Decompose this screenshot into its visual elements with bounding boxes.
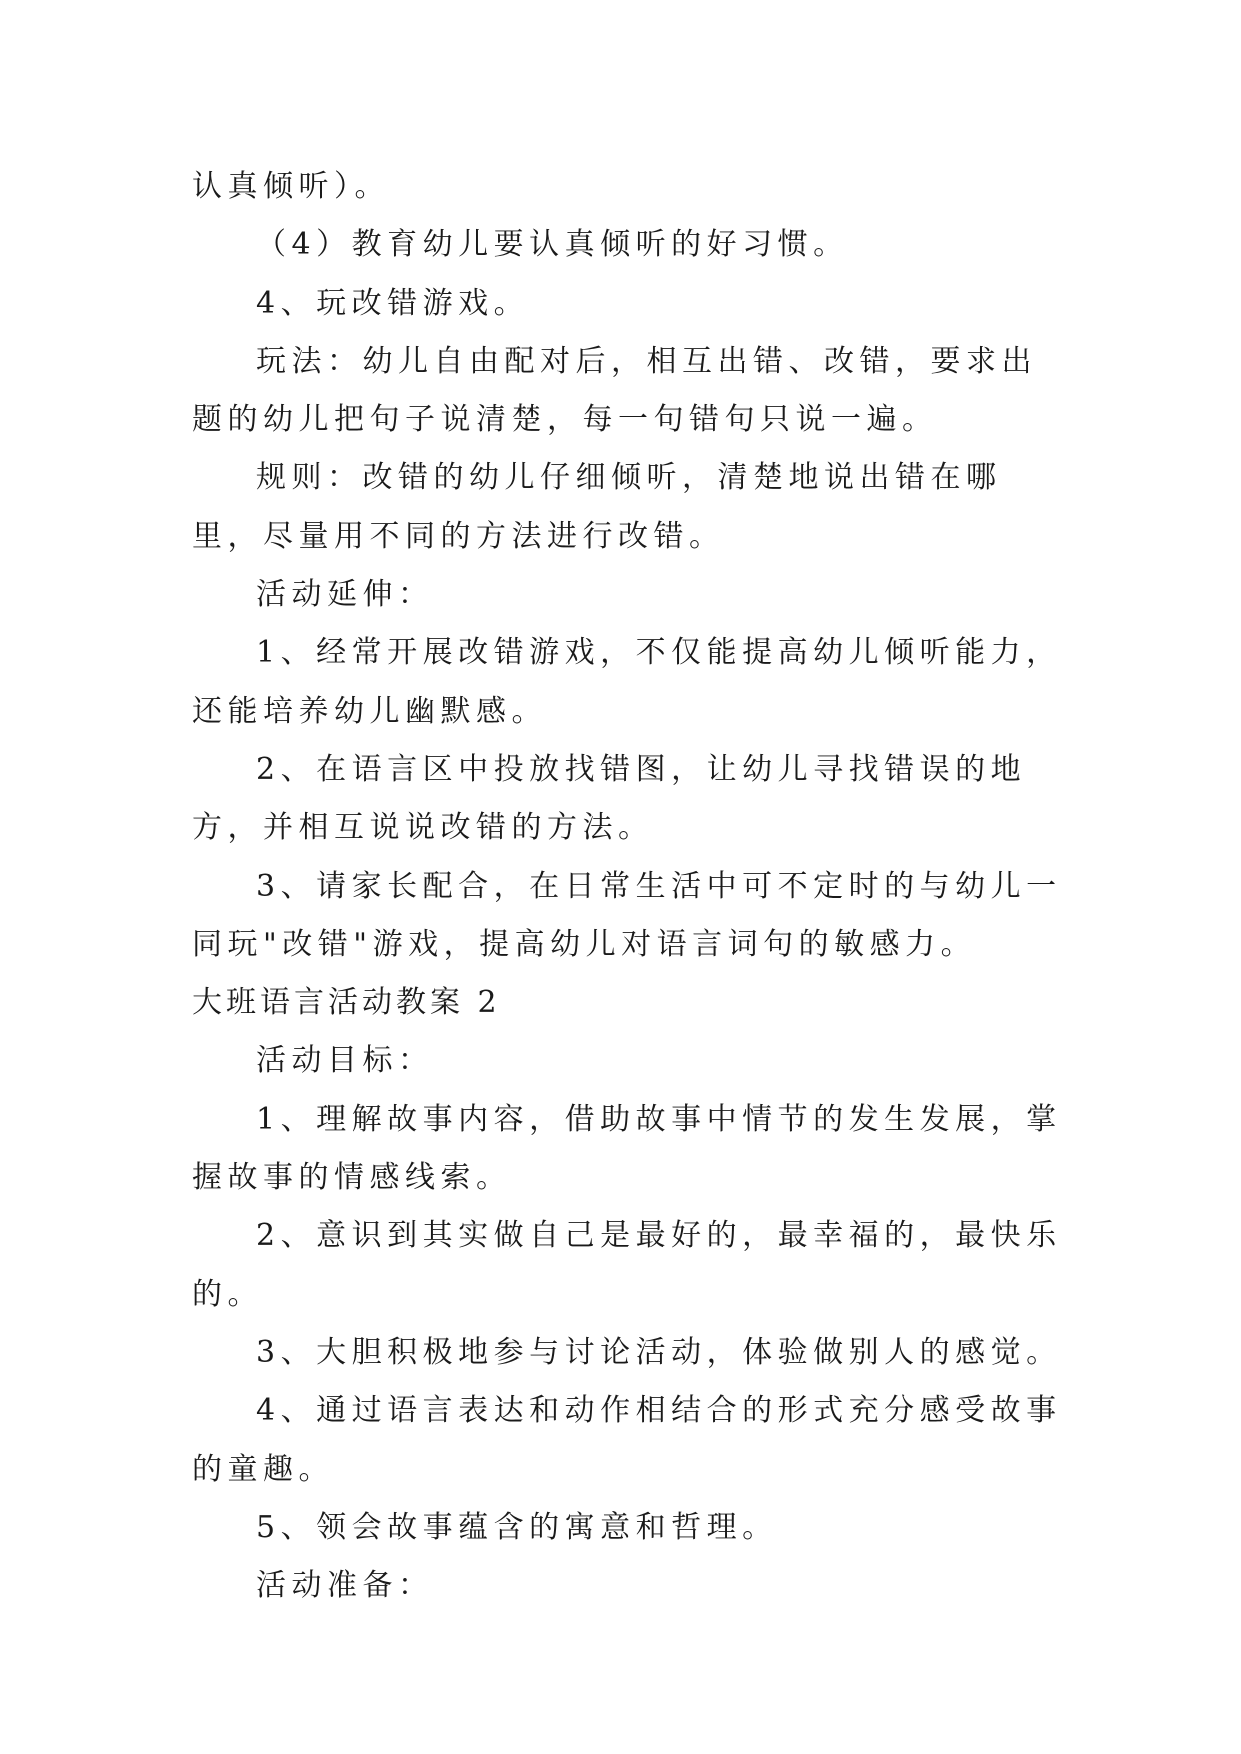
paragraph: 玩法：幼儿自由配对后，相互出错、改错，要求出题的幼儿把句子说清楚，每一句错句只说一遍。 [192, 343, 1037, 438]
paragraph: （4）教育幼儿要认真倾听的好习惯。 [256, 227, 849, 263]
section-title: 大班语言活动教案 2 [192, 985, 501, 1021]
paragraph: 活动准备： [256, 1568, 434, 1604]
paragraph: 认真倾听）。 [192, 169, 390, 204]
paragraph: 2、在语言区中投放找错图，让幼儿寻找错误的地方，并相互说说改错的方法。 [192, 751, 1027, 846]
paragraph: 规则：改错的幼儿仔细倾听，清楚地说出错在哪里，尽量用不同的方法进行改错。 [192, 460, 1002, 554]
document-body [192, 158, 1072, 1615]
paragraph: 活动目标： [256, 1043, 434, 1079]
paragraph: 1、经常开展改错游戏，不仅能提高幼儿倾听能力，还能培养幼儿幽默感。 [192, 635, 1062, 729]
paragraph: 1、理解故事内容，借助故事中情节的发生发展，掌握故事的情感线索。 [192, 1101, 1062, 1196]
paragraph: 3、大胆积极地参与讨论活动，体验做别人的感觉。 [256, 1334, 1062, 1370]
paragraph: 5、领会故事蕴含的寓意和哲理。 [256, 1509, 778, 1545]
paragraph: 3、请家长配合，在日常生活中可不定时的与幼儿一同玩"改错"游戏，提高幼儿对语言词句的敏感力。 [192, 868, 1062, 962]
paragraph: 4、通过语言表达和动作相结合的形式充分感受故事的童趣。 [192, 1393, 1062, 1487]
paragraph: 活动延伸： [256, 577, 434, 613]
paragraph: 2、意识到其实做自己是最好的，最幸福的，最快乐的。 [192, 1218, 1062, 1312]
paragraph: 4、玩改错游戏。 [256, 285, 530, 321]
